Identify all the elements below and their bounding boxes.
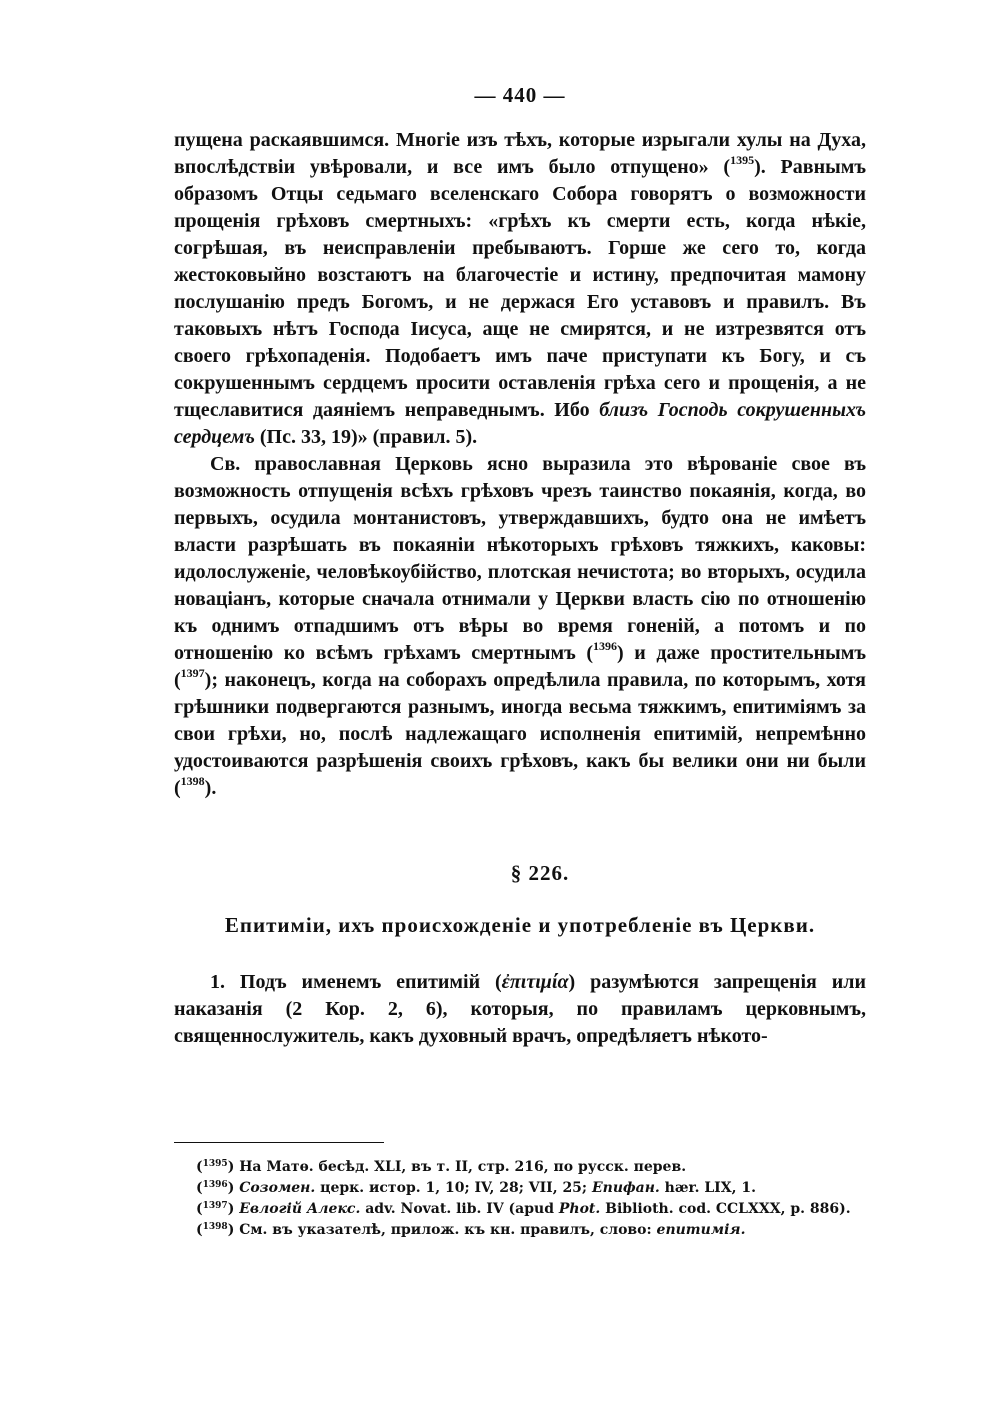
footnote-author: Созомен. — [239, 1180, 316, 1196]
section-title: Епитиміи, ихъ происхожденіе и употребленіе въ Церкви. — [224, 913, 816, 937]
text-span: ) и даже простительнымъ ( — [174, 642, 866, 691]
page-number: — 440 — — [474, 83, 566, 107]
footnote-text: церк. истор. 1, 10; IV, 28; VII, 25; — [320, 1180, 588, 1196]
footnote-ref[interactable]: 1398 — [180, 774, 205, 788]
footnote-text: hær. LIX, 1. — [664, 1180, 756, 1196]
footnote-term: епитимія. — [656, 1222, 746, 1238]
main-text — [174, 127, 866, 1050]
footnote-number: 1396 — [202, 1180, 228, 1190]
footnote-ref[interactable]: 1395 — [730, 153, 755, 167]
section-number: § 226. — [510, 861, 570, 885]
footnote-author: Евлогій Алекс. — [239, 1201, 361, 1217]
footnote-1397: ($^{1397}$) Евлогій Алекс. adv. Novat. lib. IV (apud Phot. Biblioth. cod. CCLXXX, p. 886). — [196, 1201, 851, 1217]
footnote-text: adv. Novat. lib. IV (apud — [365, 1201, 555, 1217]
paragraph-1 — [174, 127, 866, 451]
footnote-1395: ($^{1395}$) На Матѳ. бесѣд. XLI, въ т. II, стр. 216, по русск. перев. — [196, 1159, 687, 1175]
footnotes — [174, 1157, 864, 1241]
footnote-author: Phot. — [558, 1201, 601, 1217]
footnote-text: На Матѳ. бесѣд. XLI, въ т. II, стр. 216, по русск. перев. — [239, 1159, 687, 1175]
text-span: (Пс. 33, 19)» (правил. 5). — [254, 426, 478, 448]
footnote-number: 1397 — [202, 1201, 228, 1211]
text-span: ); наконецъ, когда на соборахъ опредѣлила правила, по которымъ, хотя грѣшники подвергаются разнымъ, иногда весьма тяжкимъ, епитиміямъ за свои грѣхи, но, послѣ надлежащаго исполненія епитимій, непремѣнно удостоиваются разрѣшенія своихъ грѣховъ, какъ бы велики они ни были ( — [174, 669, 866, 799]
greek-term: ἐπιτιμία — [501, 971, 569, 993]
footnote-text: Biblioth. cod. CCLXXX, p. 886). — [605, 1201, 851, 1217]
footnote-number: 1398 — [202, 1222, 228, 1232]
text-span: ). Равнымъ образомъ Отцы седьмаго вселенскаго Собора говорятъ о возможности прощенія грѣховъ смертныхъ: «грѣхъ къ смерти есть, когда нѣкіе, согрѣшая, въ неисправленіи пребываютъ. Горше же сего то, когда жестоковыйно возстаютъ на благочестіе и истину, предпочитая мамону послушанію предъ Богомъ, и не держася Его уставовъ и правилъ. Въ таковыхъ нѣтъ Господа Іисуса, аще не смирятся, и не изтрезвятся отъ своего грѣхопаденія. Подобаетъ имъ паче приступати къ Богу, и съ сокрушеннымъ сердцемъ просити оставленія грѣха сего и прощенія, а не тщеславитися даяніемъ неправеднымъ. Ибо — [174, 156, 866, 421]
footnote-ref[interactable]: 1397 — [180, 666, 205, 680]
paragraph-2 — [174, 451, 866, 802]
footnote-author: Епифан. — [591, 1180, 660, 1196]
text-span: Св. православная Церковь ясно выразила это вѣрованіе свое въ возможность отпущенія всѣхъ грѣховъ чрезъ таинство покаянія, когда, во первыхъ, осудила монтанистовъ, утверждавшихъ, будто она не имѣетъ власти разрѣшать въ покаяніи нѣкоторыхъ грѣховъ тяжкихъ, каковы: идолослуженіе, человѣкоубійство, плотская нечистота; во вторыхъ, осудила новаціанъ, которые сначала отнимали у Церкви власть сію по отношенію къ однимъ отпадшимъ отъ вѣры во время гоненій, а потомъ и по отношенію ко всѣмъ грѣхамъ смертнымъ ( — [174, 453, 866, 664]
italic-quote: близъ Господь сокрушенныхъ сердцемъ — [174, 399, 866, 448]
text-span: пущена раскаявшимся. Многіе изъ тѣхъ, которые изрыгали хулы на Духа, впослѣдствіи увѣровали, и все имъ было отпущено» ( — [174, 129, 866, 178]
footnote-ref[interactable]: 1396 — [593, 639, 618, 653]
footnote-1396: ($^{1396}$) Созомен. церк. истор. 1, 10; IV, 28; VII, 25; Епифан. hær. LIX, 1. — [196, 1180, 756, 1196]
footnote-number: 1395 — [202, 1159, 228, 1169]
footnote-1398: ($^{1398}$) См. въ указателѣ, прилож. къ кн. правилъ, слово: епитимія. — [196, 1222, 746, 1238]
paragraph-3 — [174, 969, 866, 1050]
text-span: ). — [204, 777, 217, 799]
footnote-text: См. въ указателѣ, прилож. къ кн. правилъ, слово: — [239, 1222, 652, 1238]
text-span: ) разумѣются запрещенія или наказанія (2 Кор. 2, 6), которыя, по правиламъ церковнымъ, священнослужитель, какъ духовный врачъ, опредѣляетъ нѣкото- — [174, 971, 866, 1047]
footnote-divider — [174, 1142, 384, 1143]
text-span: 1. Подъ именемъ епитимій ( — [210, 971, 502, 993]
